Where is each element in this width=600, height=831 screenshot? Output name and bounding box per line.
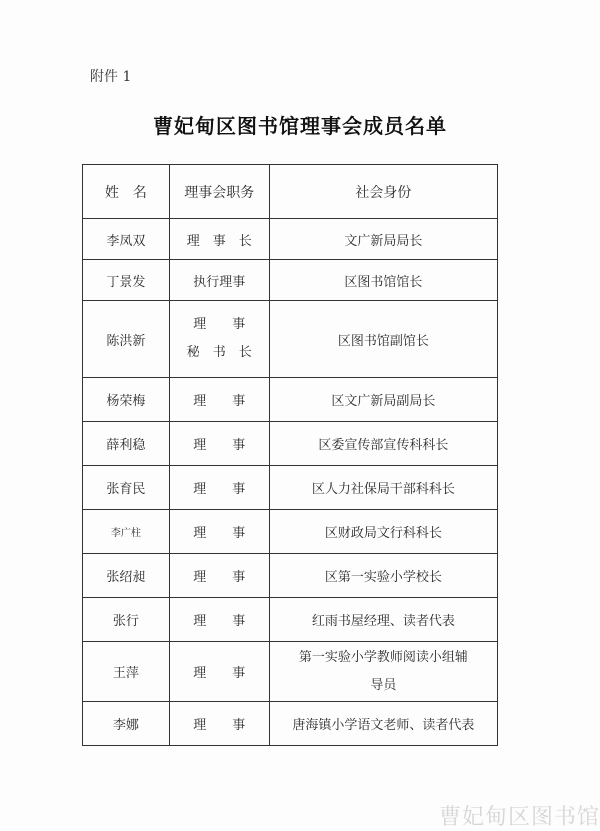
table-row	[83, 702, 498, 746]
member-role: 理 事	[169, 554, 269, 598]
table-header-row	[83, 165, 498, 219]
member-role: 理 事	[169, 642, 269, 702]
member-role: 理 事	[169, 422, 269, 466]
header-identity: 社会身份	[269, 165, 497, 219]
identity-line: 导员	[370, 677, 397, 693]
member-identity: 文广新局局长	[269, 219, 497, 260]
member-name: 李凤双	[83, 219, 170, 260]
member-role: 理 事	[169, 510, 269, 554]
role-line: 秘 书 长	[186, 345, 252, 360]
table-row	[83, 422, 498, 466]
member-role: 理 事 长	[169, 219, 269, 260]
member-identity: 红雨书屋经理、读者代表	[269, 598, 497, 642]
member-name: 张绍昶	[83, 554, 170, 598]
member-identity: 区人力社保局干部科科长	[269, 466, 497, 510]
table-row	[83, 301, 498, 378]
member-role: 理 事	[169, 466, 269, 510]
member-name: 张育民	[83, 466, 170, 510]
table-row	[83, 260, 498, 301]
member-name: 薛利稳	[83, 422, 170, 466]
member-role: 理 事	[169, 378, 269, 422]
page-title: 曹妃甸区图书馆理事会成员名单	[153, 114, 447, 138]
member-identity: 区文广新局副局长	[269, 378, 497, 422]
member-identity: 唐海镇小学语文老师、读者代表	[269, 702, 497, 746]
member-role	[169, 301, 269, 378]
member-identity: 区第一实验小学校长	[269, 554, 497, 598]
member-identity	[269, 642, 497, 702]
member-identity: 区委宣传部宣传科科长	[269, 422, 497, 466]
member-name: 王萍	[83, 642, 170, 702]
member-name: 李广柱	[83, 510, 170, 554]
identity-line: 第一实验小学教师阅读小组辅	[298, 649, 468, 665]
member-role: 理 事	[169, 598, 269, 642]
table-row	[83, 598, 498, 642]
table-row	[83, 466, 498, 510]
member-identity: 区图书馆副馆长	[269, 301, 497, 378]
member-name: 陈洪新	[83, 301, 170, 378]
table-row	[83, 642, 498, 702]
member-role: 理 事	[169, 702, 269, 746]
member-identity: 区财政局文行科科长	[269, 510, 497, 554]
header-role: 理事会职务	[169, 165, 269, 219]
table-row	[83, 554, 498, 598]
member-name: 张行	[83, 598, 170, 642]
header-name: 姓 名	[83, 165, 170, 219]
member-role: 执行理事	[169, 260, 269, 301]
members-table	[82, 164, 498, 746]
member-name: 杨荣梅	[83, 378, 170, 422]
table-row	[83, 378, 498, 422]
member-name: 丁景发	[83, 260, 170, 301]
member-identity: 区图书馆馆长	[269, 260, 497, 301]
role-line: 理 事	[193, 317, 246, 332]
table-row	[83, 510, 498, 554]
footer-watermark: 曹妃甸区图书馆	[438, 805, 600, 830]
attachment-label: 附件 1	[90, 69, 132, 85]
table-row	[83, 219, 498, 260]
member-name: 李娜	[83, 702, 170, 746]
